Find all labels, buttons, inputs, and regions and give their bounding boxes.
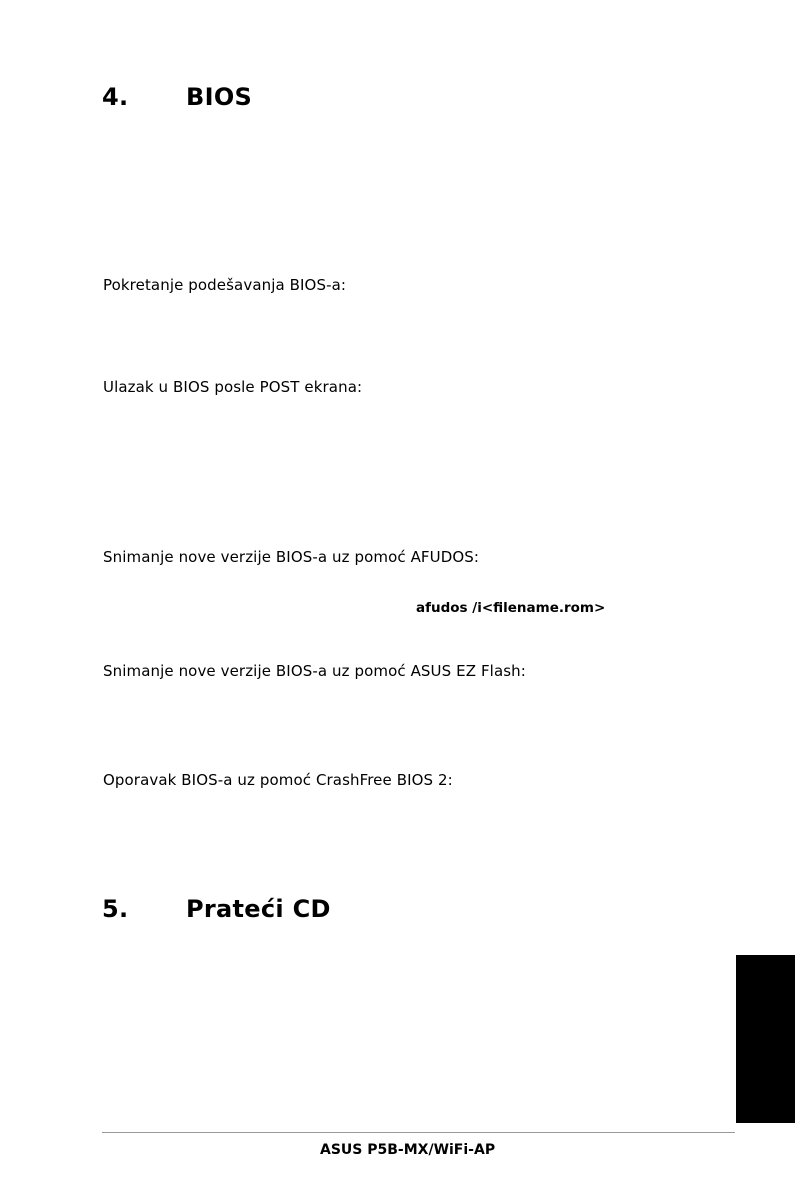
language-tab-marker xyxy=(736,955,795,1123)
afudos-command: afudos /i<filename.rom> xyxy=(416,600,606,616)
footer-divider xyxy=(102,1132,735,1133)
section-5-number: 5. xyxy=(102,895,129,923)
subheading-bios-setup: Pokretanje podešavanja BIOS-a: xyxy=(103,276,347,294)
section-4-title: BIOS xyxy=(186,83,253,111)
section-4-number: 4. xyxy=(102,83,129,111)
footer-model-name: ASUS P5B-MX/WiFi-AP xyxy=(320,1142,496,1158)
section-5-title: Prateći CD xyxy=(186,895,331,923)
subheading-afudos: Snimanje nove verzije BIOS-a uz pomoć AFUDOS: xyxy=(103,548,480,566)
subheading-ez-flash: Snimanje nove verzije BIOS-a uz pomoć ASUS EZ Flash: xyxy=(103,662,526,680)
subheading-after-post: Ulazak u BIOS posle POST ekrana: xyxy=(103,378,363,396)
subheading-crashfree: Oporavak BIOS-a uz pomoć CrashFree BIOS 2: xyxy=(103,771,453,789)
